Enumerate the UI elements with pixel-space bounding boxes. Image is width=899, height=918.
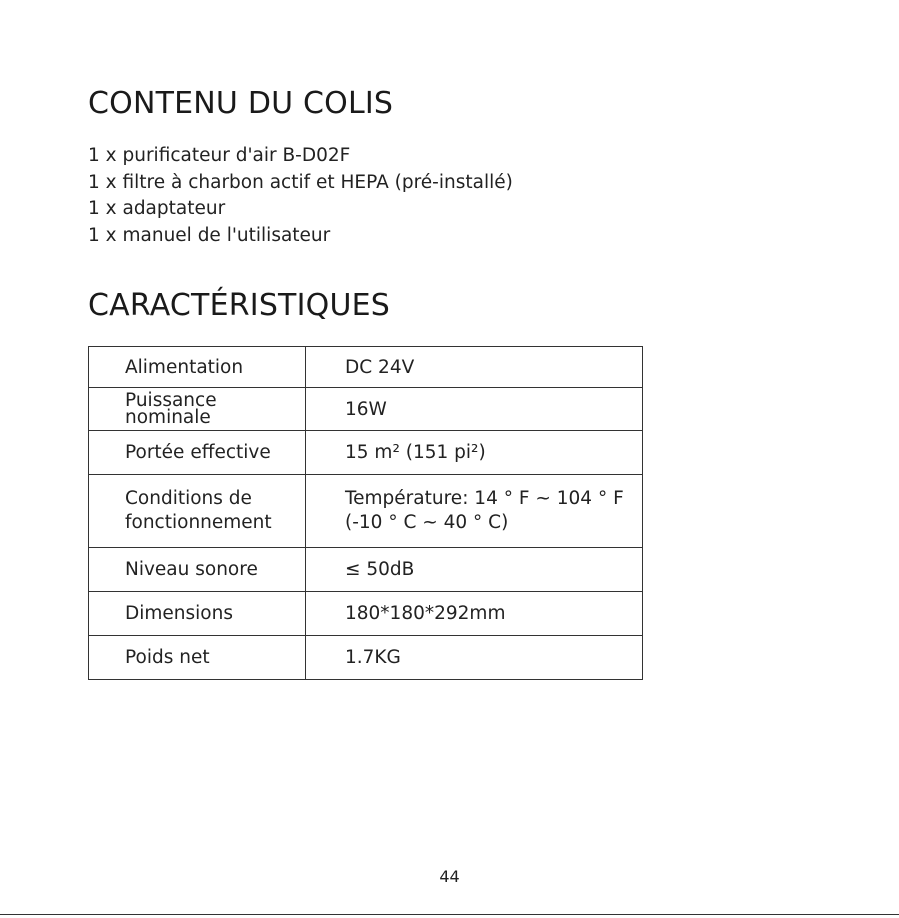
spec-label [89, 548, 306, 592]
spec-label [89, 592, 306, 636]
table-row [89, 636, 643, 680]
list-item: 1 x manuel de l'utilisateur [88, 224, 331, 246]
table-row [89, 347, 643, 388]
contents-title: CONTENU DU COLIS [88, 86, 394, 121]
spec-label [89, 431, 306, 475]
spec-value-line: 16W [345, 398, 387, 420]
spec-value [306, 388, 643, 431]
table-row [89, 431, 643, 475]
spec-label-line: Puissance [125, 390, 217, 411]
contents-list [88, 143, 513, 249]
spec-label-line: Alimentation [125, 356, 244, 378]
spec-value-line: (-10 ° C ~ 40 ° C) [345, 512, 509, 533]
spec-label [89, 388, 306, 431]
spec-value-line: Température: 14 ° F ~ 104 ° F [345, 488, 624, 509]
table-row [89, 548, 643, 592]
spec-label [89, 347, 306, 388]
page-number: 44 [439, 867, 460, 886]
spec-value-line: 1.7KG [345, 647, 401, 668]
spec-value-line: DC 24V [345, 356, 415, 378]
spec-label-line: fonctionnement [125, 512, 272, 533]
spec-value-line: ≤ 50dB [345, 559, 415, 580]
specs-title: CARACTÉRISTIQUES [88, 288, 390, 323]
spec-label-line: nominale [125, 407, 211, 428]
table-row [89, 592, 643, 636]
spec-value-line: 180*180*292mm [345, 603, 506, 624]
list-item: 1 x adaptateur [88, 198, 226, 219]
spec-label [89, 636, 306, 680]
list-item: 1 x filtre à charbon actif et HEPA (pré-installé) [88, 171, 513, 193]
specs-table [88, 346, 643, 680]
spec-value [306, 431, 643, 475]
table-row [89, 475, 643, 548]
spec-label [89, 475, 306, 548]
spec-label-line: Conditions de [125, 488, 252, 509]
spec-label-line: Dimensions [125, 603, 233, 624]
table-row [89, 388, 643, 431]
spec-label-line: Niveau sonore [125, 559, 258, 580]
spec-value [306, 548, 643, 592]
spec-value [306, 347, 643, 388]
spec-value [306, 636, 643, 680]
spec-value-line: 15 m² (151 pi²) [345, 442, 486, 463]
spec-value [306, 475, 643, 548]
list-item: 1 x purificateur d'air B-D02F [88, 145, 351, 166]
spec-label-line: Portée effective [125, 442, 271, 463]
spec-label-line: Poids net [125, 647, 210, 668]
footer-divider [0, 914, 899, 915]
spec-value [306, 592, 643, 636]
